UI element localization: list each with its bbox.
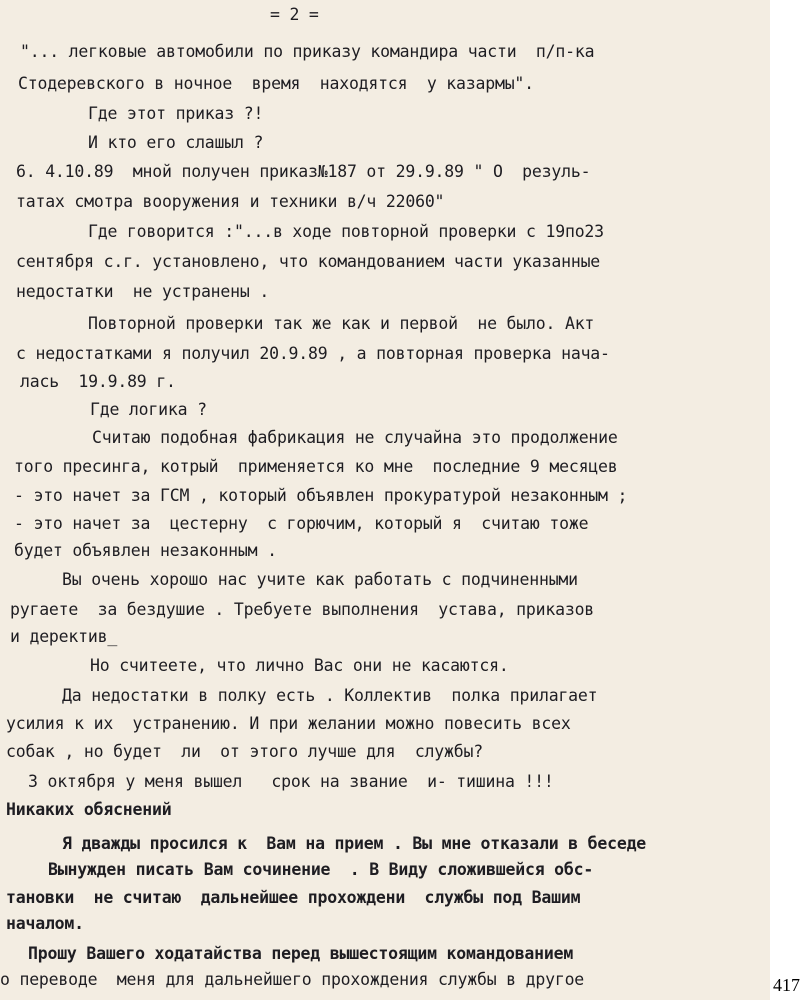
text-line-33: о переводе меня для дальнейшего прохождения службы в другое	[0, 970, 585, 989]
text-line-18: будет объявлен незаконным .	[14, 541, 277, 560]
text-line-24: усилия к их устранению. И при желании можно повесить всех	[6, 714, 571, 733]
text-line-19: Вы очень хорошо нас учите как работать с подчиненными	[62, 570, 578, 589]
text-line-29: Вынужден писать Вам сочинение . В Виду сложившейся обс-	[48, 860, 594, 879]
text-line-10: Повторной проверки так же как и первой не было. Акт	[88, 314, 595, 333]
text-line-13: Где логика ?	[90, 400, 207, 419]
text-line-31: началом.	[6, 914, 84, 933]
text-line-11: с недостатками я получил 20.9.89 , а повторная проверка нача-	[16, 344, 610, 363]
text-line-4: И кто его слашыл ?	[88, 133, 264, 152]
text-line-32: Прошу Вашего ходатайства перед вышестоящим командованием	[28, 944, 574, 963]
text-line-9: недостатки не устранены .	[16, 282, 270, 301]
text-line-28: Я дважды просился к Вам на прием . Вы мне отказали в беседе	[62, 834, 647, 853]
text-line-2: Стодеревского в ночное время находятся у казармы".	[18, 74, 534, 93]
text-line-30: тановки не считаю дальнейшее прохождени службы под Вашим	[6, 888, 581, 907]
text-line-22: Но считеете, что лично Вас они не касаются.	[90, 656, 509, 675]
text-line-17: - это начет за цестерну с горючим, который я считаю тоже	[14, 514, 589, 533]
text-line-6: татах смотра вооружения и техники в/ч 22060"	[16, 192, 445, 211]
text-line-20: ругаете за бездушие . Требуете выполнения устава, приказов	[10, 600, 595, 619]
text-line-27: Никаких обяснений	[6, 800, 172, 819]
text-line-12: лась 19.9.89 г.	[20, 372, 176, 391]
text-line-3: Где этот приказ ?!	[88, 104, 264, 123]
text-line-14: Считаю подобная фабрикация не случайна это продолжение	[92, 428, 618, 447]
text-line-25: собак , но будет ли от этого лучше для службы?	[6, 742, 483, 761]
text-line-15: того пресинга, котрый применяется ко мне последние 9 месяцев	[14, 457, 618, 476]
page-number: 417	[773, 975, 800, 995]
page-marker: = 2 =	[270, 5, 319, 24]
text-line-5: 6. 4.10.89 мной получен приказ№187 от 29.9.89 " О резуль-	[16, 162, 591, 181]
text-line-1: "... легковые автомобили по приказу командира части п/п-ка	[20, 42, 595, 61]
text-line-7: Где говорится :"...в ходе повторной проверки с 19по23	[88, 222, 604, 241]
text-line-16: - это начет за ГСМ , который объявлен прокуратурой незаконным ;	[14, 486, 628, 505]
text-line-26: 3 октября у меня вышел срок на звание и- тишина !!!	[28, 772, 554, 791]
text-line-21: и деректив_	[10, 627, 118, 646]
text-line-8: сентября с.г. установлено, что командованием части указанные	[16, 252, 601, 271]
text-line-23: Да недостатки в полку есть . Коллектив полка прилагает	[62, 686, 598, 705]
